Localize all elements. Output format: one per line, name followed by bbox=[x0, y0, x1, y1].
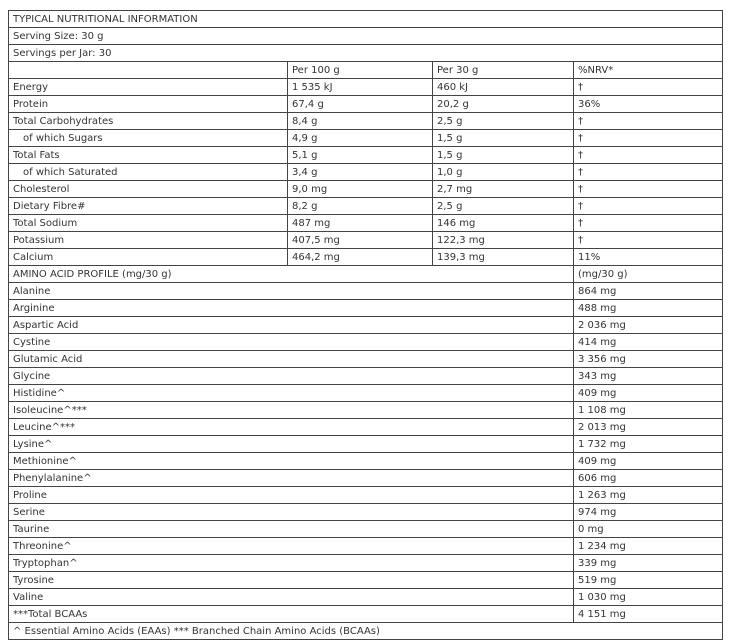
nutrient-per-100g: 464,2 mg bbox=[288, 249, 433, 266]
amino-acid-name: Phenylalanine^ bbox=[9, 470, 574, 487]
nutrient-name: Dietary Fibre# bbox=[9, 198, 288, 215]
amino-acid-value: 3 356 mg bbox=[574, 351, 723, 368]
column-header-blank bbox=[9, 62, 288, 79]
nutrient-name: Calcium bbox=[9, 249, 288, 266]
nutrient-per-30g: 20,2 g bbox=[433, 96, 574, 113]
amino-acid-value: 409 mg bbox=[574, 385, 723, 402]
nutrient-row bbox=[9, 232, 723, 249]
nutrient-per-100g: 487 mg bbox=[288, 215, 433, 232]
nutrient-per-100g: 9,0 mg bbox=[288, 181, 433, 198]
column-header-per-100g: Per 100 g bbox=[288, 62, 433, 79]
amino-acid-name: Arginine bbox=[9, 300, 574, 317]
amino-profile-header-row bbox=[9, 266, 723, 283]
nutrient-name: of which Sugars bbox=[9, 130, 288, 147]
amino-acid-name: Glutamic Acid bbox=[9, 351, 574, 368]
amino-acid-value: 414 mg bbox=[574, 334, 723, 351]
amino-acid-name: Valine bbox=[9, 589, 574, 606]
amino-acid-value: 519 mg bbox=[574, 572, 723, 589]
nutrient-nrv: † bbox=[574, 215, 723, 232]
nutrient-per-30g: 122,3 mg bbox=[433, 232, 574, 249]
footnote: ^ Essential Amino Acids (EAAs) *** Branched Chain Amino Acids (BCAAs) bbox=[9, 623, 723, 640]
nutrient-row bbox=[9, 181, 723, 198]
amino-acid-row bbox=[9, 300, 723, 317]
nutrient-nrv: † bbox=[574, 232, 723, 249]
amino-acid-value: 488 mg bbox=[574, 300, 723, 317]
amino-acid-value: 864 mg bbox=[574, 283, 723, 300]
amino-acid-name: Lysine^ bbox=[9, 436, 574, 453]
amino-acid-row bbox=[9, 317, 723, 334]
amino-acid-row bbox=[9, 487, 723, 504]
amino-acid-name: Threonine^ bbox=[9, 538, 574, 555]
servings-per-jar: Servings per Jar: 30 bbox=[9, 45, 723, 62]
amino-acid-name: Proline bbox=[9, 487, 574, 504]
nutrient-row bbox=[9, 147, 723, 164]
nutrient-per-100g: 4,9 g bbox=[288, 130, 433, 147]
amino-acid-row bbox=[9, 555, 723, 572]
nutrient-row bbox=[9, 96, 723, 113]
amino-acid-row bbox=[9, 521, 723, 538]
nutrient-row bbox=[9, 164, 723, 181]
nutrient-per-100g: 407,5 mg bbox=[288, 232, 433, 249]
nutrient-name: Total Fats bbox=[9, 147, 288, 164]
amino-profile-unit: (mg/30 g) bbox=[574, 266, 723, 283]
amino-acid-name: Tryptophan^ bbox=[9, 555, 574, 572]
nutrient-nrv: † bbox=[574, 198, 723, 215]
nutrient-per-30g: 139,3 mg bbox=[433, 249, 574, 266]
nutrient-per-100g: 67,4 g bbox=[288, 96, 433, 113]
amino-acid-name: Cystine bbox=[9, 334, 574, 351]
table-title: TYPICAL NUTRITIONAL INFORMATION bbox=[9, 11, 723, 28]
nutrient-per-100g: 3,4 g bbox=[288, 164, 433, 181]
nutrient-per-30g: 460 kJ bbox=[433, 79, 574, 96]
serving-size-row bbox=[9, 28, 723, 45]
amino-acid-name: Taurine bbox=[9, 521, 574, 538]
amino-acid-value: 343 mg bbox=[574, 368, 723, 385]
amino-acid-value: 606 mg bbox=[574, 470, 723, 487]
amino-acid-name: ***Total BCAAs bbox=[9, 606, 574, 623]
nutrient-row bbox=[9, 198, 723, 215]
nutrient-name: Protein bbox=[9, 96, 288, 113]
amino-acid-name: Tyrosine bbox=[9, 572, 574, 589]
column-header-nrv: %NRV* bbox=[574, 62, 723, 79]
nutrient-per-100g: 5,1 g bbox=[288, 147, 433, 164]
nutrient-nrv: † bbox=[574, 79, 723, 96]
amino-acid-value: 2 013 mg bbox=[574, 419, 723, 436]
amino-acid-name: Isoleucine^*** bbox=[9, 402, 574, 419]
amino-acid-name: Leucine^*** bbox=[9, 419, 574, 436]
nutrient-per-30g: 1,0 g bbox=[433, 164, 574, 181]
nutrient-name: Total Carbohydrates bbox=[9, 113, 288, 130]
nutrient-name: Cholesterol bbox=[9, 181, 288, 198]
nutrient-per-30g: 1,5 g bbox=[433, 147, 574, 164]
amino-acid-row bbox=[9, 351, 723, 368]
amino-acid-row bbox=[9, 385, 723, 402]
amino-acid-value: 4 151 mg bbox=[574, 606, 723, 623]
footnote-row bbox=[9, 623, 723, 640]
amino-acid-value: 0 mg bbox=[574, 521, 723, 538]
amino-acid-value: 2 036 mg bbox=[574, 317, 723, 334]
nutrient-row bbox=[9, 215, 723, 232]
nutrient-nrv: † bbox=[574, 147, 723, 164]
amino-acid-value: 1 108 mg bbox=[574, 402, 723, 419]
amino-acid-row bbox=[9, 504, 723, 521]
amino-acid-name: Aspartic Acid bbox=[9, 317, 574, 334]
amino-acid-name: Histidine^ bbox=[9, 385, 574, 402]
amino-acid-value: 409 mg bbox=[574, 453, 723, 470]
servings-per-jar-row bbox=[9, 45, 723, 62]
nutrition-table bbox=[8, 10, 723, 640]
nutrient-nrv: † bbox=[574, 130, 723, 147]
amino-acid-row bbox=[9, 402, 723, 419]
nutrient-nrv: † bbox=[574, 113, 723, 130]
nutrient-per-30g: 1,5 g bbox=[433, 130, 574, 147]
amino-acid-row bbox=[9, 572, 723, 589]
column-header-row bbox=[9, 62, 723, 79]
nutrient-per-100g: 1 535 kJ bbox=[288, 79, 433, 96]
nutrient-nrv: 36% bbox=[574, 96, 723, 113]
nutrient-name: Potassium bbox=[9, 232, 288, 249]
amino-acid-value: 1 234 mg bbox=[574, 538, 723, 555]
column-header-per-30g: Per 30 g bbox=[433, 62, 574, 79]
amino-acid-value: 1 030 mg bbox=[574, 589, 723, 606]
amino-acid-name: Serine bbox=[9, 504, 574, 521]
nutrient-name: Total Sodium bbox=[9, 215, 288, 232]
nutrient-name: Energy bbox=[9, 79, 288, 96]
amino-acid-name: Glycine bbox=[9, 368, 574, 385]
amino-acid-value: 1 263 mg bbox=[574, 487, 723, 504]
amino-acid-value: 1 732 mg bbox=[574, 436, 723, 453]
nutrient-per-30g: 2,5 g bbox=[433, 198, 574, 215]
amino-acid-name: Methionine^ bbox=[9, 453, 574, 470]
nutrient-per-100g: 8,2 g bbox=[288, 198, 433, 215]
amino-acid-row bbox=[9, 368, 723, 385]
amino-acid-row bbox=[9, 436, 723, 453]
amino-acid-row bbox=[9, 283, 723, 300]
amino-acid-row bbox=[9, 453, 723, 470]
nutrient-nrv: † bbox=[574, 181, 723, 198]
nutrient-per-100g: 8,4 g bbox=[288, 113, 433, 130]
amino-profile-heading: AMINO ACID PROFILE (mg/30 g) bbox=[9, 266, 574, 283]
nutrient-row bbox=[9, 79, 723, 96]
nutrient-row bbox=[9, 249, 723, 266]
nutrient-per-30g: 2,7 mg bbox=[433, 181, 574, 198]
amino-acid-row bbox=[9, 589, 723, 606]
amino-acid-value: 339 mg bbox=[574, 555, 723, 572]
amino-acid-row bbox=[9, 419, 723, 436]
nutrient-per-30g: 2,5 g bbox=[433, 113, 574, 130]
amino-acid-row bbox=[9, 334, 723, 351]
amino-acid-row bbox=[9, 538, 723, 555]
nutrient-row bbox=[9, 113, 723, 130]
serving-size: Serving Size: 30 g bbox=[9, 28, 723, 45]
title-row bbox=[9, 11, 723, 28]
amino-acid-value: 974 mg bbox=[574, 504, 723, 521]
amino-acid-name: Alanine bbox=[9, 283, 574, 300]
nutrient-nrv: † bbox=[574, 164, 723, 181]
nutrient-nrv: 11% bbox=[574, 249, 723, 266]
amino-acid-row bbox=[9, 606, 723, 623]
nutrient-row bbox=[9, 130, 723, 147]
amino-acid-row bbox=[9, 470, 723, 487]
nutrient-per-30g: 146 mg bbox=[433, 215, 574, 232]
nutrient-name: of which Saturated bbox=[9, 164, 288, 181]
